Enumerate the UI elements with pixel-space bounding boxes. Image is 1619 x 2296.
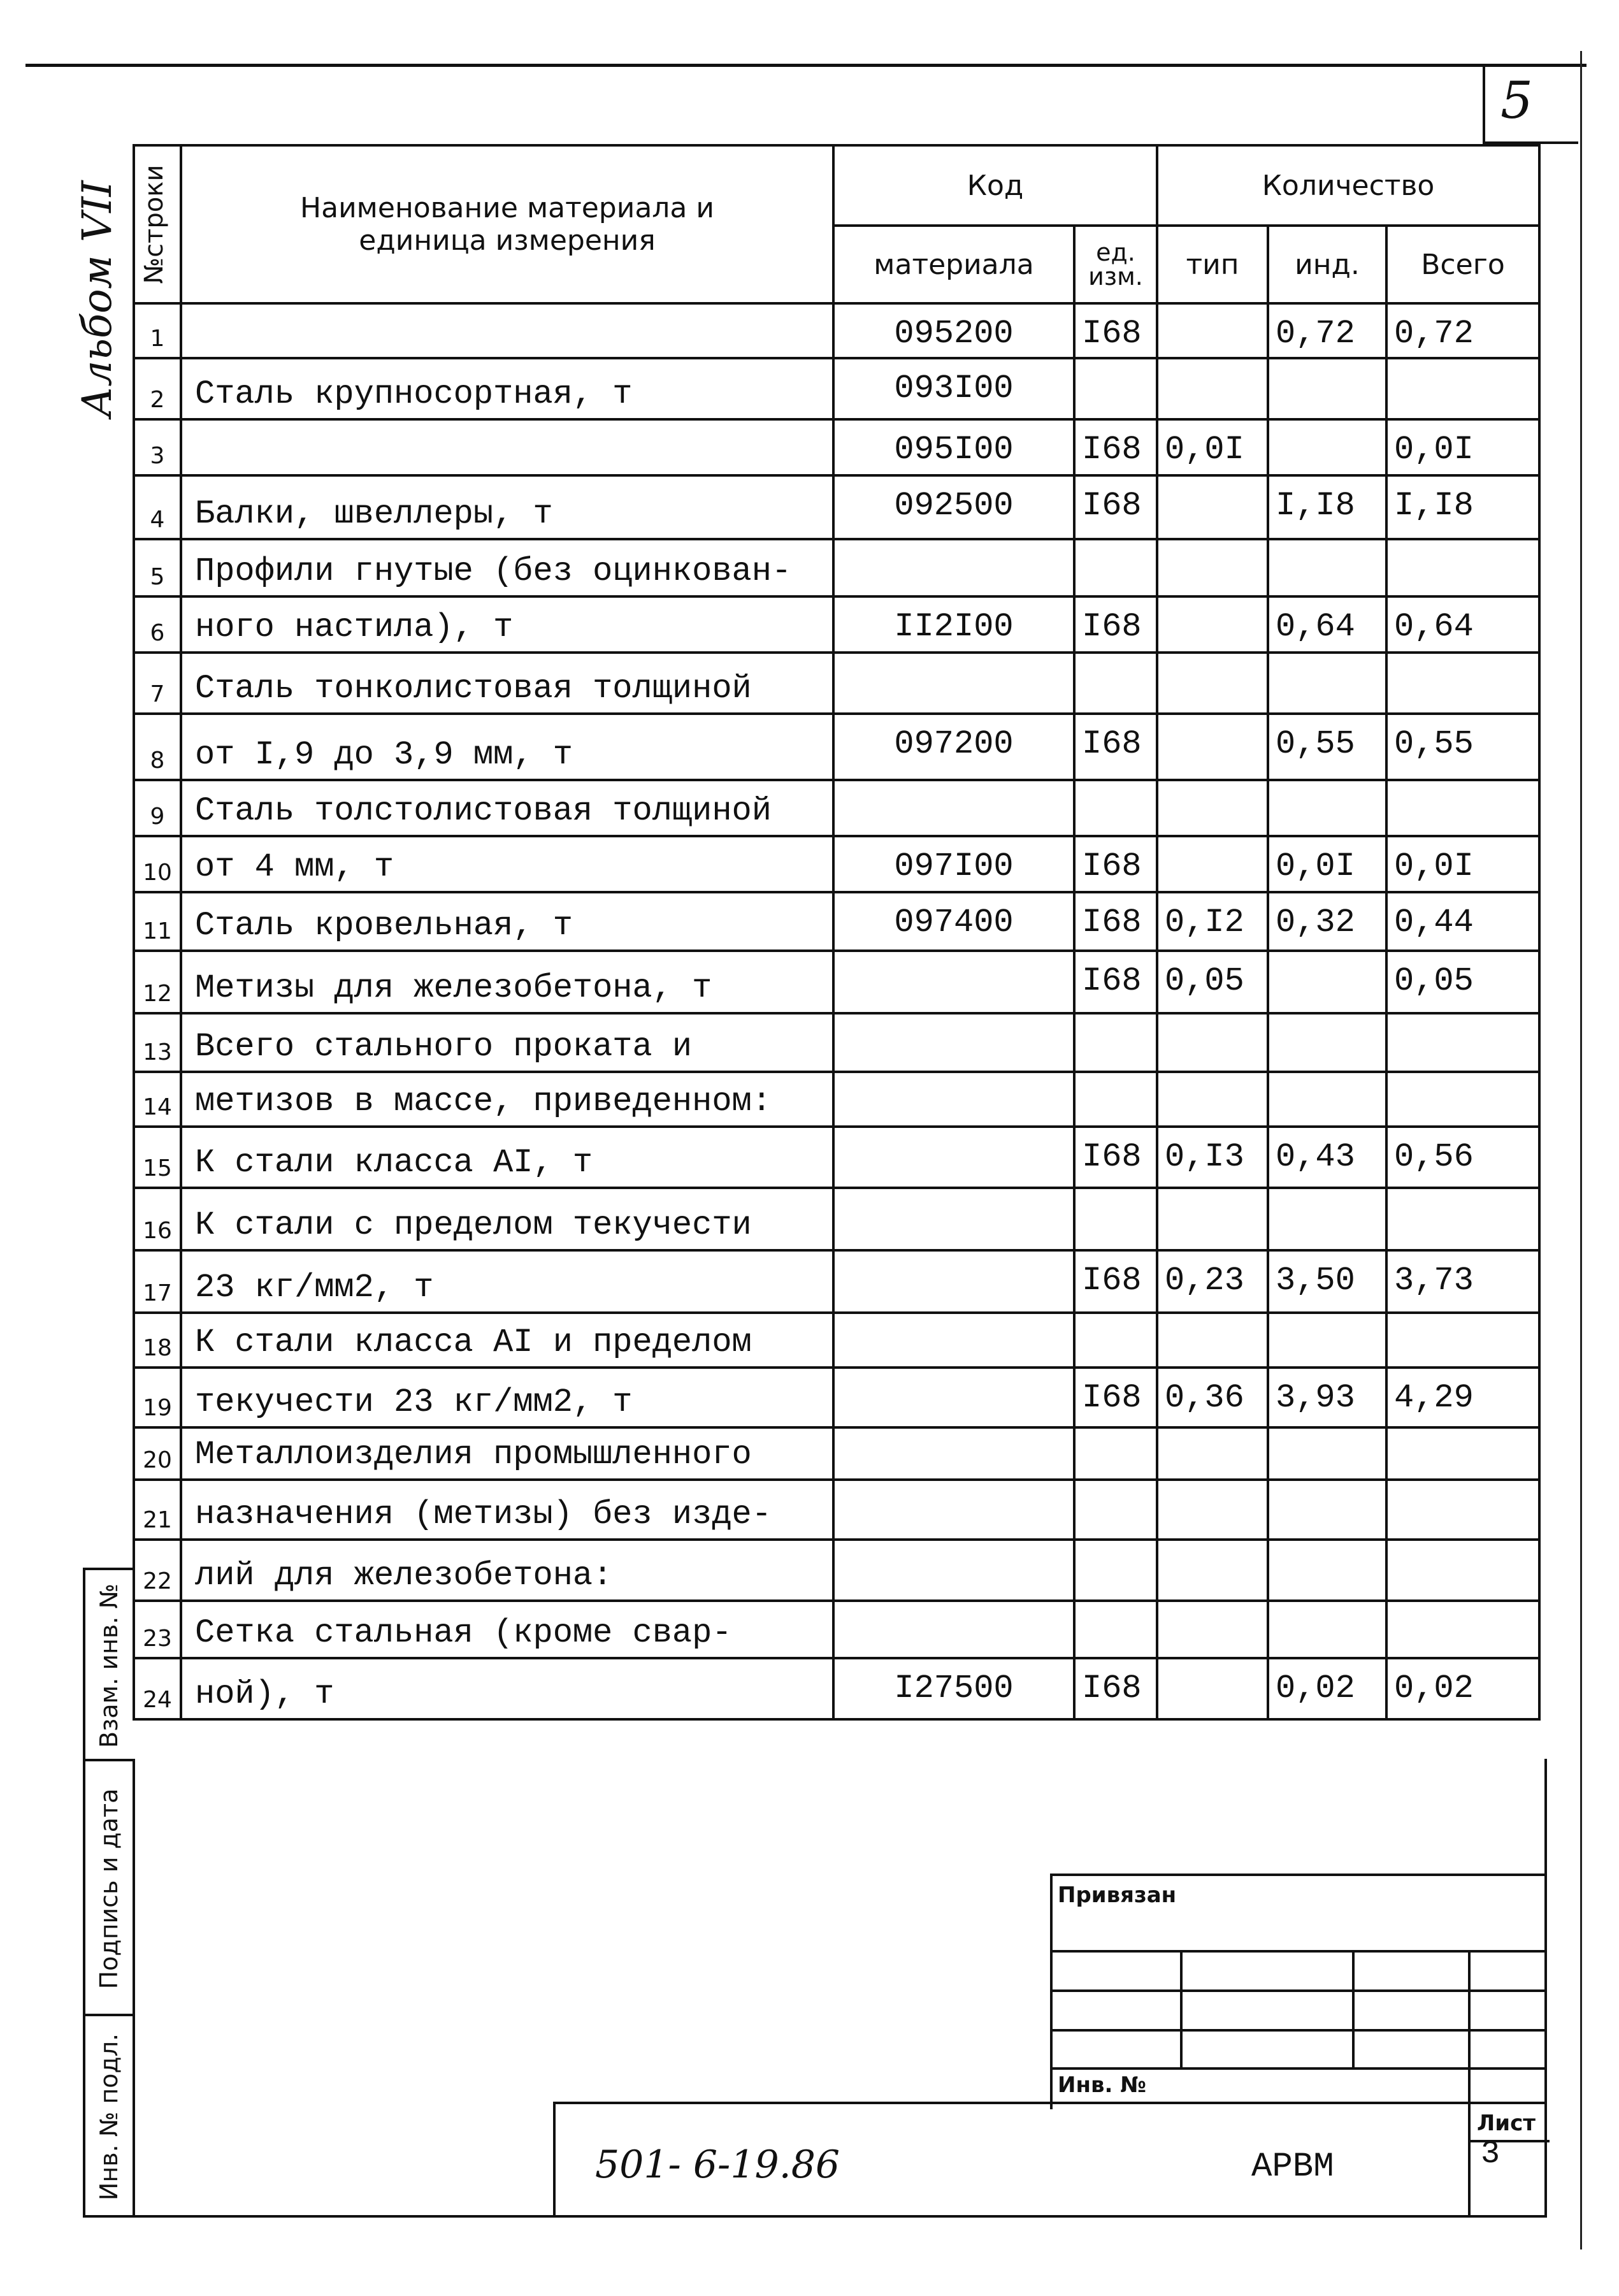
- table-row: [134, 539, 1539, 596]
- material-code-cell: [833, 1601, 1074, 1658]
- document-code: 501- 6-19.86: [595, 2142, 840, 2187]
- replacement-inv-label: Взам. инв. №: [95, 1584, 123, 1749]
- row-number-cell: 10: [134, 836, 181, 892]
- unit-code-cell: I68: [1074, 419, 1157, 475]
- material-name-cell: Сталь толстолистовая толщиной: [181, 780, 833, 836]
- material-name-cell: [181, 419, 833, 475]
- qty-type-cell: [1157, 1658, 1268, 1719]
- original-inv-label: Инв. № подл.: [95, 2033, 123, 2201]
- qty-ind-cell: 0,55: [1268, 714, 1386, 780]
- table-row: [134, 1127, 1539, 1188]
- material-code-cell: [833, 1127, 1074, 1188]
- unit-code-cell: I68: [1074, 1368, 1157, 1427]
- qty-total-cell: [1386, 1601, 1539, 1658]
- unit-code-cell: [1074, 1072, 1157, 1127]
- inventory-number-label: Инв. №: [1058, 2072, 1147, 2098]
- material-name-cell: Сетка стальная (кроме свар-: [181, 1601, 833, 1658]
- qty-type-cell: [1157, 1013, 1268, 1072]
- qty-ind-cell: [1268, 1013, 1386, 1072]
- material-code-cell: I27500: [833, 1658, 1074, 1719]
- qty-ind-cell: [1268, 1313, 1386, 1368]
- qty-type-cell: [1157, 1601, 1268, 1658]
- qty-total-cell: 4,29: [1386, 1368, 1539, 1427]
- unit-code-cell: I68: [1074, 836, 1157, 892]
- qty-type-cell: [1157, 1427, 1268, 1480]
- material-code-cell: 095I00: [833, 419, 1074, 475]
- material-code-cell: [833, 1313, 1074, 1368]
- unit-code-cell: [1074, 1540, 1157, 1601]
- material-name-cell: Всего стального проката и: [181, 1013, 833, 1072]
- qty-ind-cell: [1268, 1601, 1386, 1658]
- material-code-cell: 097400: [833, 892, 1074, 951]
- qty-total-cell: 3,73: [1386, 1250, 1539, 1313]
- row-number-cell: 18: [134, 1313, 181, 1368]
- material-code-cell: [833, 1250, 1074, 1313]
- left-stamp-strip: [83, 1568, 133, 2218]
- qty-total-cell: 0,72: [1386, 303, 1539, 358]
- qty-ind-cell: [1268, 1427, 1386, 1480]
- table-row: [134, 1013, 1539, 1072]
- table-row: [134, 1072, 1539, 1127]
- qty-ind-cell: [1268, 653, 1386, 714]
- material-code-cell: [833, 1072, 1074, 1127]
- unit-code-cell: I68: [1074, 951, 1157, 1013]
- material-code-cell: [833, 951, 1074, 1013]
- qty-total-cell: 0,05: [1386, 951, 1539, 1013]
- row-number-cell: 14: [134, 1072, 181, 1127]
- unit-code-cell: [1074, 1313, 1157, 1368]
- qty-total-cell: 0,55: [1386, 714, 1539, 780]
- material-name-cell: Метизы для железобетона, т: [181, 951, 833, 1013]
- table-row: [134, 1427, 1539, 1480]
- qty-ind-cell: 0,02: [1268, 1658, 1386, 1719]
- table-row: [134, 596, 1539, 653]
- qty-type-cell: 0,I3: [1157, 1127, 1268, 1188]
- table-row: [134, 951, 1539, 1013]
- material-name-header-text: Наименование материала и единица измерения: [300, 192, 714, 257]
- qty-ind-header: инд.: [1268, 226, 1386, 303]
- qty-type-cell: 0,36: [1157, 1368, 1268, 1427]
- material-code-cell: [833, 1013, 1074, 1072]
- unit-code-cell: I68: [1074, 1658, 1157, 1719]
- row-number-header-text: №строки: [140, 164, 169, 284]
- quantity-header: Количество: [1157, 145, 1539, 226]
- row-number-cell: 12: [134, 951, 181, 1013]
- row-number-cell: 9: [134, 780, 181, 836]
- unit-code-cell: I68: [1074, 1127, 1157, 1188]
- qty-ind-cell: 0,43: [1268, 1127, 1386, 1188]
- qty-total-cell: 0,0I: [1386, 836, 1539, 892]
- unit-code-cell: I68: [1074, 714, 1157, 780]
- material-name-cell: Сталь кровельная, т: [181, 892, 833, 951]
- row-number-cell: 19: [134, 1368, 181, 1427]
- row-number-cell: 7: [134, 653, 181, 714]
- row-number-cell: 1: [134, 303, 181, 358]
- qty-ind-cell: [1268, 780, 1386, 836]
- qty-ind-cell: 0,0I: [1268, 836, 1386, 892]
- row-number-cell: 6: [134, 596, 181, 653]
- qty-type-cell: [1157, 780, 1268, 836]
- qty-total-cell: 0,56: [1386, 1127, 1539, 1188]
- material-code-cell: [833, 653, 1074, 714]
- qty-type-cell: 0,I2: [1157, 892, 1268, 951]
- qty-ind-cell: [1268, 1480, 1386, 1540]
- stamp-cell-signature: [85, 1761, 133, 2016]
- attached-row-line: [1053, 2067, 1547, 2070]
- attached-row-line: [1053, 1950, 1547, 1953]
- sheet-box-divider: [1468, 2104, 1471, 2218]
- material-code-cell: [833, 1427, 1074, 1480]
- material-code-cell: [833, 1480, 1074, 1540]
- qty-ind-cell: 0,32: [1268, 892, 1386, 951]
- qty-type-cell: [1157, 714, 1268, 780]
- attached-col-line: [1468, 1950, 1471, 2109]
- qty-total-cell: [1386, 780, 1539, 836]
- material-code-cell: II2I00: [833, 596, 1074, 653]
- table-row: [134, 358, 1539, 419]
- page-right-edge: [1580, 51, 1582, 2249]
- qty-type-cell: [1157, 1188, 1268, 1250]
- row-number-header: [134, 145, 181, 303]
- unit-code-cell: I68: [1074, 892, 1157, 951]
- code-material-header: материала: [833, 226, 1074, 303]
- album-label: Альбом VII: [74, 180, 121, 417]
- unit-code-cell: [1074, 1013, 1157, 1072]
- table-row: [134, 1250, 1539, 1313]
- qty-type-header: тип: [1157, 226, 1268, 303]
- row-number-cell: 17: [134, 1250, 181, 1313]
- material-name-cell: Сталь тонколистовая толщиной: [181, 653, 833, 714]
- code-header: Код: [833, 145, 1157, 226]
- attached-col-line: [1180, 1950, 1183, 2067]
- qty-ind-cell: [1268, 1072, 1386, 1127]
- qty-ind-cell: 3,93: [1268, 1368, 1386, 1427]
- qty-ind-cell: I,I8: [1268, 475, 1386, 539]
- material-code-cell: 097200: [833, 714, 1074, 780]
- row-number-cell: 4: [134, 475, 181, 539]
- attached-row-line: [1053, 1989, 1547, 1992]
- qty-total-cell: [1386, 1188, 1539, 1250]
- qty-type-cell: [1157, 539, 1268, 596]
- material-name-cell: К стали класса AI, т: [181, 1127, 833, 1188]
- attached-col-line: [1352, 1950, 1355, 2067]
- unit-code-cell: I68: [1074, 475, 1157, 539]
- material-name-cell: К стали с пределом текучести: [181, 1188, 833, 1250]
- row-number-cell: 3: [134, 419, 181, 475]
- unit-code-cell: [1074, 653, 1157, 714]
- page-number: 5: [1500, 71, 1533, 130]
- title-block: [553, 2102, 1547, 2218]
- row-number-cell: 22: [134, 1540, 181, 1601]
- qty-total-cell: [1386, 1540, 1539, 1601]
- qty-type-cell: [1157, 1313, 1268, 1368]
- material-name-cell: назначения (метизы) без изде-: [181, 1480, 833, 1540]
- row-number-cell: 13: [134, 1013, 181, 1072]
- attached-label: Привязан: [1058, 1882, 1177, 1908]
- qty-type-cell: [1157, 475, 1268, 539]
- material-code-cell: [833, 1188, 1074, 1250]
- material-code-cell: [833, 1540, 1074, 1601]
- material-name-cell: ной), т: [181, 1658, 833, 1719]
- table-row: [134, 1601, 1539, 1658]
- table-row: [134, 836, 1539, 892]
- qty-type-cell: [1157, 303, 1268, 358]
- material-name-cell: Металлоизделия промышленного: [181, 1427, 833, 1480]
- qty-total-cell: [1386, 653, 1539, 714]
- qty-type-cell: 0,0I: [1157, 419, 1268, 475]
- unit-code-cell: [1074, 1601, 1157, 1658]
- material-name-cell: от I,9 до 3,9 мм, т: [181, 714, 833, 780]
- materials-table: [133, 144, 1541, 1721]
- row-number-cell: 2: [134, 358, 181, 419]
- material-name-cell: Сталь крупносортная, т: [181, 358, 833, 419]
- attached-block: [1050, 1874, 1547, 2109]
- sheet-label: Лист: [1477, 2111, 1536, 2136]
- page-number-divider: [1483, 64, 1485, 144]
- material-name-cell: текучести 23 кг/мм2, т: [181, 1368, 833, 1427]
- material-name-cell: 23 кг/мм2, т: [181, 1250, 833, 1313]
- row-number-cell: 23: [134, 1601, 181, 1658]
- unit-code-cell: [1074, 780, 1157, 836]
- unit-code-cell: [1074, 1480, 1157, 1540]
- table-row: [134, 1480, 1539, 1540]
- material-name-cell: лий для железобетона:: [181, 1540, 833, 1601]
- table-row: [134, 892, 1539, 951]
- frame-left-line: [133, 1759, 135, 2218]
- row-number-cell: 11: [134, 892, 181, 951]
- qty-type-cell: [1157, 1480, 1268, 1540]
- material-code-cell: 092500: [833, 475, 1074, 539]
- qty-total-cell: [1386, 1313, 1539, 1368]
- qty-type-cell: [1157, 653, 1268, 714]
- row-number-cell: 16: [134, 1188, 181, 1250]
- row-number-cell: 21: [134, 1480, 181, 1540]
- row-number-cell: 20: [134, 1427, 181, 1480]
- qty-type-cell: 0,23: [1157, 1250, 1268, 1313]
- qty-total-cell: [1386, 1427, 1539, 1480]
- material-name-cell: метизов в массе, приведенном:: [181, 1072, 833, 1127]
- qty-type-cell: [1157, 596, 1268, 653]
- unit-code-cell: [1074, 1427, 1157, 1480]
- material-name-cell: ного настила), т: [181, 596, 833, 653]
- table-row: [134, 1540, 1539, 1601]
- qty-total-cell: 0,0I: [1386, 419, 1539, 475]
- attached-row-line: [1053, 2029, 1547, 2032]
- sheet-value: 3: [1481, 2136, 1500, 2172]
- qty-total-cell: [1386, 1480, 1539, 1540]
- qty-ind-cell: [1268, 358, 1386, 419]
- table-row: [134, 653, 1539, 714]
- qty-ind-cell: 3,50: [1268, 1250, 1386, 1313]
- table-row: [134, 1658, 1539, 1719]
- material-code-cell: 097I00: [833, 836, 1074, 892]
- unit-code-cell: I68: [1074, 303, 1157, 358]
- row-number-cell: 5: [134, 539, 181, 596]
- table-row: [134, 714, 1539, 780]
- material-name-cell: [181, 303, 833, 358]
- table-row: [134, 419, 1539, 475]
- qty-total-cell: 0,44: [1386, 892, 1539, 951]
- qty-total-cell: I,I8: [1386, 475, 1539, 539]
- table-body: [134, 303, 1539, 1719]
- qty-type-cell: [1157, 358, 1268, 419]
- material-code-cell: 093I00: [833, 358, 1074, 419]
- material-code-cell: 095200: [833, 303, 1074, 358]
- qty-ind-cell: [1268, 1540, 1386, 1601]
- qty-type-cell: [1157, 1540, 1268, 1601]
- material-name-cell: К стали класса AI и пределом: [181, 1313, 833, 1368]
- qty-ind-cell: [1268, 951, 1386, 1013]
- qty-total-cell: [1386, 1013, 1539, 1072]
- material-name-cell: Балки, швеллеры, т: [181, 475, 833, 539]
- qty-type-cell: [1157, 1072, 1268, 1127]
- table-row: [134, 1313, 1539, 1368]
- material-code-cell: [833, 539, 1074, 596]
- qty-total-cell: [1386, 539, 1539, 596]
- unit-code-cell: [1074, 358, 1157, 419]
- qty-ind-cell: [1268, 1188, 1386, 1250]
- stamp-cell-original: [85, 2016, 133, 2218]
- qty-ind-cell: [1268, 539, 1386, 596]
- qty-ind-cell: 0,72: [1268, 303, 1386, 358]
- document-mark: АРВМ: [1251, 2148, 1334, 2186]
- unit-code-cell: I68: [1074, 596, 1157, 653]
- qty-type-cell: 0,05: [1157, 951, 1268, 1013]
- material-name-cell: от 4 мм, т: [181, 836, 833, 892]
- table-row: [134, 475, 1539, 539]
- unit-code-cell: [1074, 1188, 1157, 1250]
- table-row: [134, 780, 1539, 836]
- material-name-header: [181, 145, 833, 303]
- qty-total-cell: [1386, 358, 1539, 419]
- unit-code-cell: I68: [1074, 1250, 1157, 1313]
- table-row: [134, 1368, 1539, 1427]
- qty-total-cell: 0,02: [1386, 1658, 1539, 1719]
- qty-type-cell: [1157, 836, 1268, 892]
- material-code-cell: [833, 1368, 1074, 1427]
- qty-ind-cell: [1268, 419, 1386, 475]
- qty-total-header: Всего: [1386, 226, 1539, 303]
- stamp-cell-replacement: [85, 1570, 133, 1761]
- material-name-cell: Профили гнутые (без оцинкован-: [181, 539, 833, 596]
- code-unit-header: ед. изм.: [1074, 226, 1157, 303]
- table-row: [134, 303, 1539, 358]
- row-number-cell: 15: [134, 1127, 181, 1188]
- table-row: [134, 1188, 1539, 1250]
- row-number-cell: 24: [134, 1658, 181, 1719]
- qty-total-cell: 0,64: [1386, 596, 1539, 653]
- qty-total-cell: [1386, 1072, 1539, 1127]
- material-code-cell: [833, 780, 1074, 836]
- signature-date-label: Подпись и дата: [95, 1788, 123, 1989]
- unit-code-cell: [1074, 539, 1157, 596]
- row-number-cell: 8: [134, 714, 181, 780]
- qty-ind-cell: 0,64: [1268, 596, 1386, 653]
- top-rule: [25, 64, 1587, 67]
